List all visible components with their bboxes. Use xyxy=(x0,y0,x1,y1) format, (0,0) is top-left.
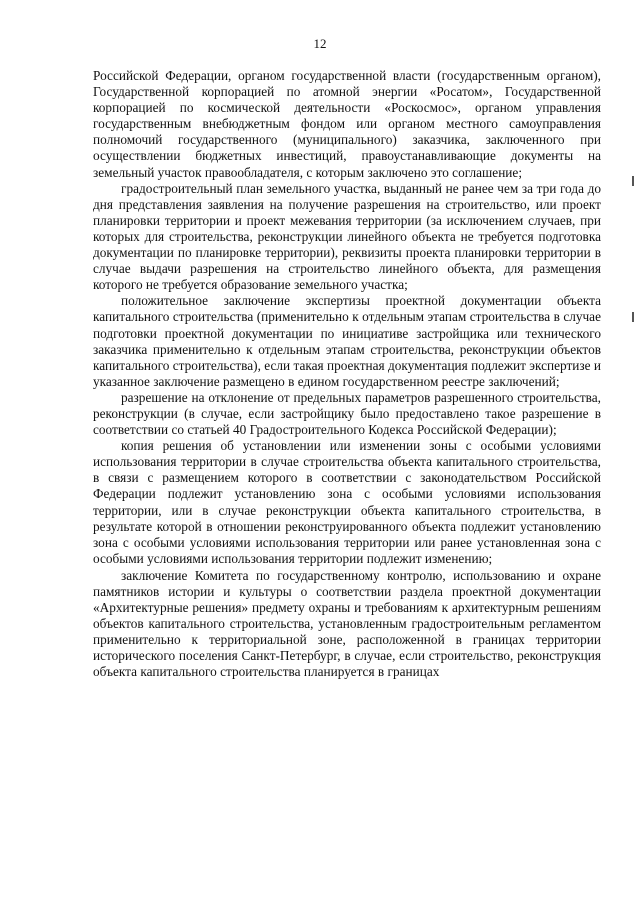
paragraph-3: положительное заключение экспертизы проектной документации объекта капитального строительства (применительно к отдельным этапам строительства в случае подготовки проектной документации по инициативе застройщика или технического заказчика применительно к отдельным этапам строительства, реконструкции объектов капитального строительства), если такая проектная документация подлежит экспертизе и указанное заключение размещено в едином государственном реестре заключений; xyxy=(93,293,601,389)
paragraph-4: разрешение на отклонение от предельных параметров разрешенного строительства, реконструкции (в случае, если застройщику было предоставлено такое разрешение в соответствии со статьей 40 Градостроительного Кодекса Российской Федерации); xyxy=(93,389,601,438)
paragraph-5: копия решения об установлении или изменении зоны с особыми условиями использования территории в случае строительства объекта капитального строительства, в связи с размещением которого в соответствии с законодательством Российской Федерации подлежит установлению зона с особыми условиями использования территории, или в случае реконструкции объекта капитального строительства, в результате которой в отношении реконструированного объекта подлежит установлению зона с особыми условиями использования территории или ранее установленная зона с особыми условиями использования территории подлежит изменению; xyxy=(93,438,601,566)
document-body xyxy=(93,68,601,681)
scan-edge-mark xyxy=(632,176,634,186)
page-number: 12 xyxy=(313,36,327,51)
paragraph-1: Российской Федерации, органом государственной власти (государственным органом), Государственной корпорацией по атомной энергии «Росатом», Государственной корпорацией по космической деятельности «Роскосмос», органом управления государственным внебюджетным фондом или органом местного самоуправления полномочий государственного (муниципального) заказчика, заключенного при осуществлении бюджетных инвестиций, правоустанавливающие документы на земельный участок правообладателя, с которым заключено это соглашение; xyxy=(93,68,601,180)
scan-edge-mark xyxy=(632,312,634,322)
paragraph-2: градостроительный план земельного участка, выданный не ранее чем за три года до дня представления заявления на получение разрешения на строительство, или проект планировки территории и проект межевания территории (за исключением случаев, при которых для строительства, реконструкции линейного объекта не требуется подготовка документации по планировке территории), реквизиты проекта планировки территории в случае выдачи разрешения на строительство линейного объекта, для размещения которого не требуется образование земельного участка; xyxy=(93,180,601,293)
paragraph-6: заключение Комитета по государственному контролю, использованию и охране памятников истории и культуры о соответствии раздела проектной документации «Архитектурные решения» предмету охраны и требованиям к архитектурным решениям объектов капитального строительства, установленным градостроительным регламентом применительно к территориальной зоне, расположенной в границах территории исторического поселения Санкт-Петербург, в случае, если строительство, реконструкция объекта капитального строительства планируется в границах xyxy=(93,567,601,680)
